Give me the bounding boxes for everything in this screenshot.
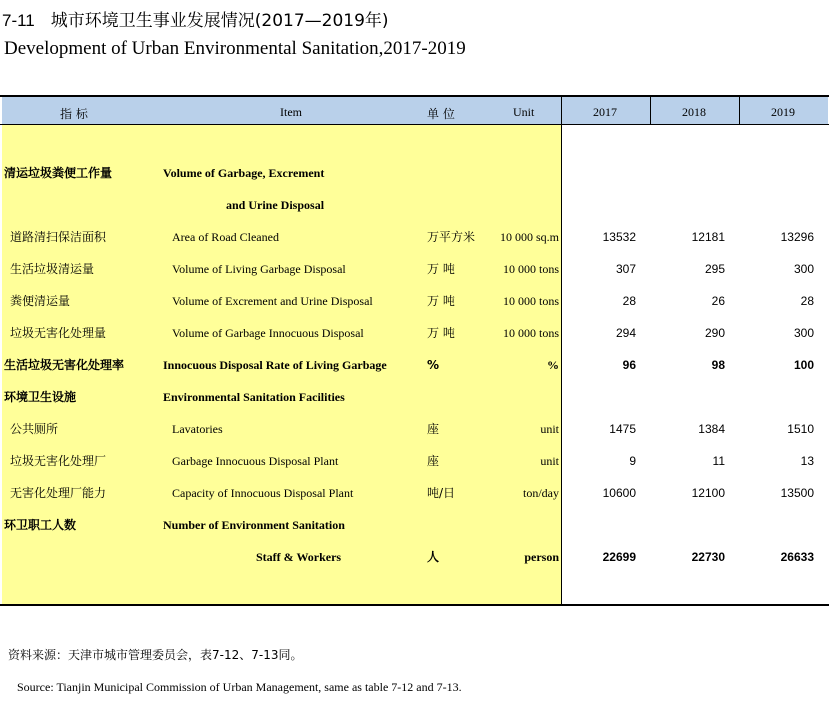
row-value-2017: 294 <box>615 326 636 340</box>
row-value-2017: 307 <box>615 262 636 276</box>
row-unit-cn: 万 吨 <box>427 294 455 308</box>
row-label-en: Innocuous Disposal Rate of Living Garbage <box>163 358 387 372</box>
source-note-en: Source: Tianjin Municipal Commission of Urban Management, same as table 7-12 and 7-13. <box>17 680 462 694</box>
source-note-cn: 资料来源：天津市城市管理委员会，表7-12、7-13同。 <box>8 648 303 662</box>
row-unit-en: ton/day <box>523 486 559 500</box>
row-value-2017: 22699 <box>602 550 636 564</box>
row-value-2019: 1510 <box>787 422 814 436</box>
row-label-en: Area of Road Cleaned <box>172 230 279 244</box>
column-divider <box>739 95 740 125</box>
header-year-2019: 2019 <box>771 105 795 119</box>
row-value-2019: 300 <box>793 262 814 276</box>
row-value-2018: 26 <box>711 294 725 308</box>
row-label-cn: 无害化处理厂能力 <box>10 486 107 500</box>
row-value-2019: 300 <box>793 326 814 340</box>
row-value-2018: 12100 <box>691 486 725 500</box>
table-title-en: Development of Urban Environmental Sanitation,2017-2019 <box>4 38 466 59</box>
column-divider <box>561 95 562 606</box>
row-label-en: Environmental Sanitation Facilities <box>163 390 345 404</box>
row-label-en: Lavatories <box>172 422 223 436</box>
header-unit-cn: 单 位 <box>427 107 455 121</box>
row-value-2019: 13500 <box>780 486 814 500</box>
row-value-2018: 22730 <box>691 550 725 564</box>
row-unit-en: 10 000 tons <box>502 262 559 276</box>
row-value-2017: 10600 <box>602 486 636 500</box>
row-label-en: Volume of Garbage, Excrement <box>163 166 325 180</box>
header-rule <box>0 124 829 125</box>
row-label-cn: 垃圾无害化处理厂 <box>10 454 107 468</box>
row-label-cn: 粪便清运量 <box>10 294 71 308</box>
row-unit-en: % <box>547 358 559 372</box>
row-value-2017: 1475 <box>609 422 636 436</box>
row-value-2018: 12181 <box>691 230 725 244</box>
header-indicator: 指 标 <box>60 107 88 121</box>
row-label-cn: 环境卫生设施 <box>4 390 77 404</box>
bottom-rule <box>0 604 829 606</box>
row-unit-en: unit <box>540 454 559 468</box>
row-label-en: Garbage Innocuous Disposal Plant <box>172 454 339 468</box>
table-title-cn-text: 城市环境卫生事业发展情况(2017—2019年) <box>50 11 389 31</box>
header-item: Item <box>280 105 302 119</box>
row-label-cn: 环卫职工人数 <box>4 518 77 532</box>
row-value-2018: 11 <box>712 454 725 468</box>
row-unit-cn: 万 吨 <box>427 262 455 276</box>
row-unit-cn: % <box>427 358 440 372</box>
row-value-2019: 13 <box>800 454 814 468</box>
row-value-2019: 26633 <box>780 550 814 564</box>
column-divider <box>650 95 651 125</box>
row-unit-cn: 万平方米 <box>427 230 476 244</box>
row-unit-cn: 座 <box>427 454 440 468</box>
data-table <box>0 95 829 606</box>
row-value-2019: 100 <box>793 358 814 372</box>
header-year-2017: 2017 <box>593 105 617 119</box>
row-label-cn: 公共厕所 <box>10 422 59 436</box>
row-unit-en: 10 000 tons <box>502 294 559 308</box>
row-label-en: Volume of Excrement and Urine Disposal <box>172 294 373 308</box>
row-label-en: Staff & Workers <box>256 550 342 564</box>
row-label-cn: 道路清扫保洁面积 <box>10 230 107 244</box>
row-unit-en: unit <box>540 422 559 436</box>
row-label-en: and Urine Disposal <box>226 198 325 212</box>
row-value-2018: 295 <box>704 262 725 276</box>
row-value-2017: 9 <box>629 454 636 468</box>
row-label-en: Number of Environment Sanitation <box>163 518 345 532</box>
row-unit-cn: 座 <box>427 422 440 436</box>
row-label-cn: 垃圾无害化处理量 <box>10 326 107 340</box>
row-label-en: Capacity of Innocuous Disposal Plant <box>172 486 354 500</box>
row-label-en: Volume of Garbage Innocuous Disposal <box>172 326 364 340</box>
row-label-cn: 生活垃圾清运量 <box>10 262 95 276</box>
top-rule <box>0 95 829 97</box>
row-value-2018: 98 <box>711 358 725 372</box>
row-value-2018: 290 <box>704 326 725 340</box>
row-label-en: Volume of Living Garbage Disposal <box>172 262 346 276</box>
row-unit-en: person <box>524 550 559 564</box>
header-unit-en: Unit <box>513 105 535 119</box>
row-value-2017: 13532 <box>602 230 636 244</box>
header-year-2018: 2018 <box>682 105 706 119</box>
row-unit-en: 10 000 tons <box>502 326 559 340</box>
row-unit-cn: 吨/日 <box>427 486 456 500</box>
row-label-cn: 生活垃圾无害化处理率 <box>4 358 125 372</box>
row-label-cn: 清运垃圾粪便工作量 <box>4 166 113 180</box>
row-unit-cn: 人 <box>427 550 440 564</box>
table-header <box>2 96 828 124</box>
row-value-2019: 28 <box>800 294 814 308</box>
row-value-2017: 28 <box>622 294 636 308</box>
row-unit-en: 10 000 sq.m <box>499 230 559 244</box>
row-value-2017: 96 <box>622 358 636 372</box>
row-unit-cn: 万 吨 <box>427 326 455 340</box>
row-value-2018: 1384 <box>698 422 725 436</box>
row-value-2019: 13296 <box>780 230 814 244</box>
table-title-cn <box>2 6 389 31</box>
table-number: 7-11 <box>2 11 35 30</box>
